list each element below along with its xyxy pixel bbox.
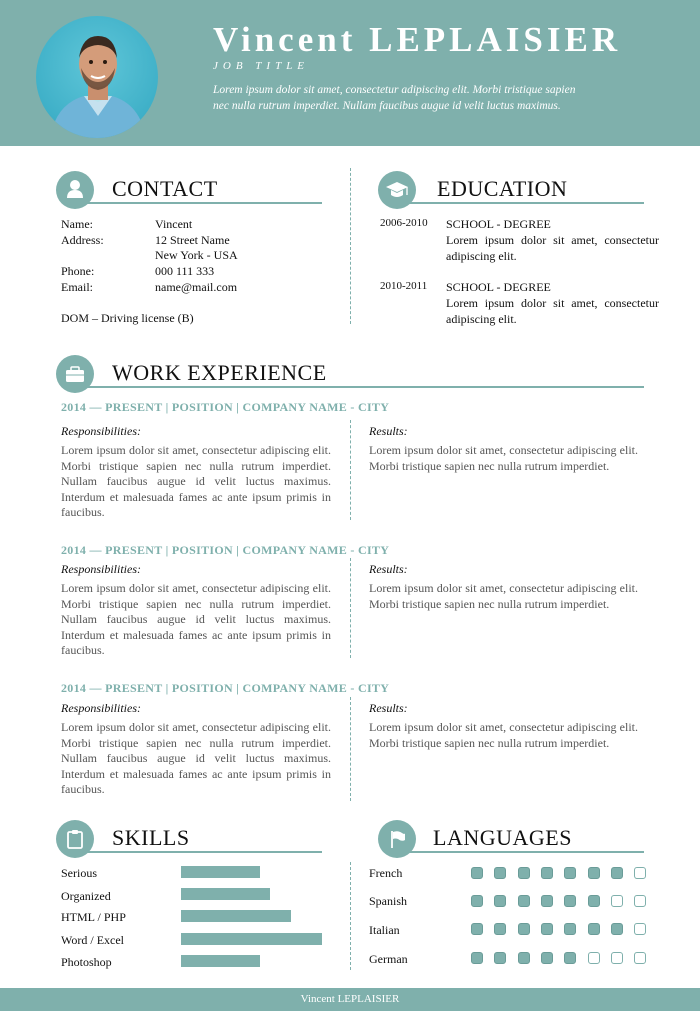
language-rating-dot [494,867,506,879]
results-text: Lorem ipsum dolor sit amet, consectetur adipiscing elit. Morbi tristique sapien nec nulla rutrum imperdiet. [369,581,638,611]
responsibilities-label: Responsibilities: [61,562,141,576]
results-label: Results: [369,562,408,576]
responsibilities-text: Lorem ipsum dolor sit amet, consectetur adipiscing elit. Morbi tristique sapien nec nulla rutrum imperdiet. Nullam faucibus augue id velit luctus maximus. Interdum et malesuada fames ac ante ipsum primis in faucibus. [61,581,331,657]
language-rating-dot [471,867,483,879]
job-heading: 2014 — PRESENT | POSITION | COMPANY NAME - CITY [61,543,390,557]
language-rating-dot [494,923,506,935]
intro-text: Lorem ipsum dolor sit amet, consectetur adipiscing elit. Morbi tristique sapien nec nulla rutrum imperdiet. Nullam faucibus augue id velit luctus maximus. [213,84,576,112]
language-rating-dot [541,923,553,935]
work-underline [76,386,644,388]
language-name: Spanish [369,894,408,908]
contact-value: Vincent [155,217,193,231]
header-banner [0,0,700,146]
language-rating-dot [518,923,530,935]
skill-name: Organized [61,889,111,903]
language-rating-dot [634,923,646,935]
language-rating-dot [588,952,600,964]
language-rating-dot [564,923,576,935]
contact-label: Name: [61,217,93,231]
language-rating-dot [518,895,530,907]
column-divider [350,862,351,970]
education-years: 2006-2010 [380,217,428,229]
footer: Vincent LEPLAISIER [0,988,700,1011]
education-years: 2010-2011 [380,280,428,292]
languages-title: LANGUAGES [433,825,572,850]
education-title: EDUCATION [437,176,568,201]
language-rating-dot [564,895,576,907]
language-name: German [369,952,408,966]
language-rating-dot [634,952,646,964]
contact-title: CONTACT [112,176,218,201]
skill-bar [181,933,322,945]
contact-label: Email: [61,280,93,294]
results-text: Lorem ipsum dolor sit amet, consectetur adipiscing elit. Morbi tristique sapien nec nulla rutrum imperdiet. [369,720,638,750]
job-heading: 2014 — PRESENT | POSITION | COMPANY NAME - CITY [61,400,390,414]
responsibilities-label: Responsibilities: [61,424,141,438]
education-school: SCHOOL - DEGREE [446,217,551,231]
language-rating-dot [634,867,646,879]
language-rating-dot [611,952,623,964]
language-rating-dot [588,867,600,879]
responsibilities-text: Lorem ipsum dolor sit amet, consectetur adipiscing elit. Morbi tristique sapien nec nulla rutrum imperdiet. Nullam faucibus augue id velit luctus maximus. Interdum et malesuada fames ac ante ipsum primis in faucibus. [61,720,331,796]
education-underline [398,202,644,204]
skills-underline [76,851,322,853]
column-divider [350,168,351,324]
skills-title: SKILLS [112,825,190,850]
contact-underline [76,202,322,204]
responsibilities-text: Lorem ipsum dolor sit amet, consectetur adipiscing elit. Morbi tristique sapien nec nulla rutrum imperdiet. Nullam faucibus augue id velit luctus maximus. Interdum et malesuada fames ac ante ipsum primis in faucibus. [61,443,331,519]
skill-name: Photoshop [61,955,112,969]
contact-label: Phone: [61,264,95,278]
contact-value: 000 111 333 [155,264,215,278]
language-rating-dot [494,952,506,964]
education-desc: Lorem ipsum dolor sit amet, consectetur adipiscing elit. [446,233,659,263]
job-heading: 2014 — PRESENT | POSITION | COMPANY NAME - CITY [61,681,390,695]
skill-bar [181,866,260,878]
language-rating-dot [494,895,506,907]
work-title: WORK EXPERIENCE [112,360,327,385]
skill-name: HTML / PHP [61,910,126,924]
language-rating-dot [588,923,600,935]
email-link[interactable]: name@mail.com [155,280,238,294]
skill-bar [181,888,270,900]
languages-underline [398,851,644,853]
language-rating-dot [471,952,483,964]
language-rating-dot [634,895,646,907]
language-rating-dot [518,867,530,879]
language-rating-dot [541,895,553,907]
language-rating-dot [611,923,623,935]
job-title: JOB TITLE [213,60,310,72]
language-rating-dot [611,867,623,879]
language-rating-dot [518,952,530,964]
skill-bar [181,955,260,967]
column-divider [350,697,351,801]
language-rating-dot [564,952,576,964]
contact-value: New York - USA [155,248,238,262]
language-rating-dot [611,895,623,907]
language-rating-dot [471,895,483,907]
skill-name: Serious [61,866,97,880]
candidate-name: Vincent LEPLAISIER [213,20,622,59]
contact-value: 12 Street Name [155,233,230,247]
responsibilities-label: Responsibilities: [61,701,141,715]
language-rating-dot [541,952,553,964]
education-school: SCHOOL - DEGREE [446,280,551,294]
results-label: Results: [369,424,408,438]
language-rating-dot [471,923,483,935]
results-text: Lorem ipsum dolor sit amet, consectetur adipiscing elit. Morbi tristique sapien nec nulla rutrum imperdiet. [369,443,638,473]
profile-photo [36,16,158,138]
language-name: French [369,866,403,880]
language-rating-dot [588,895,600,907]
language-rating-dot [541,867,553,879]
skill-bar [181,910,291,922]
language-rating-dot [564,867,576,879]
column-divider [350,558,351,658]
skill-name: Word / Excel [61,933,125,947]
education-desc: Lorem ipsum dolor sit amet, consectetur adipiscing elit. [446,296,659,326]
column-divider [350,420,351,520]
language-name: Italian [369,923,400,937]
contact-label: Address: [61,233,104,247]
results-label: Results: [369,701,408,715]
driving-license: DOM – Driving license (B) [61,311,194,325]
